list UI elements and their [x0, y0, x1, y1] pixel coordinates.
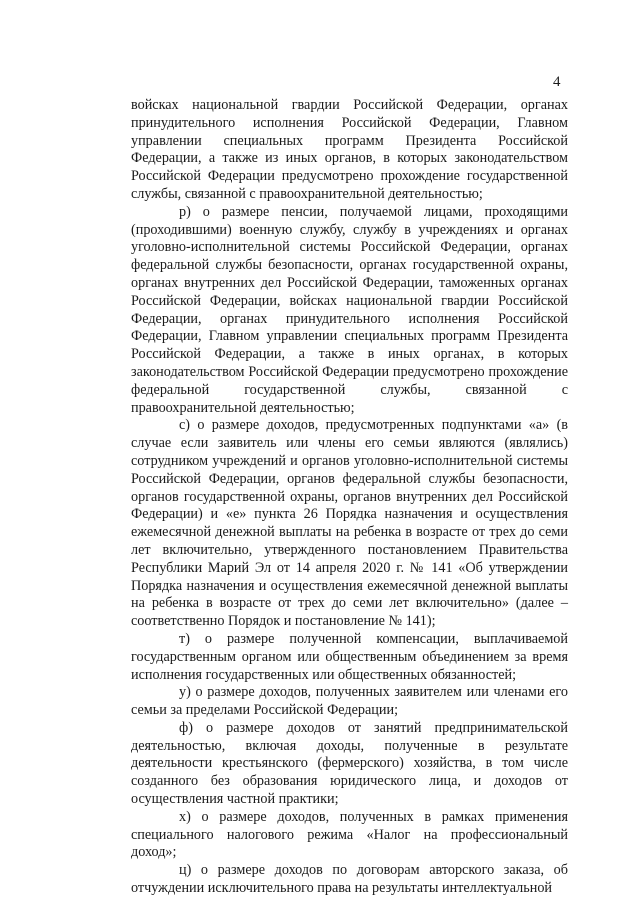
paragraph-item-s: с) о размере доходов, предусмотренных подпунктами «а» (в случае если заявитель или члены его семьи являются (являлись) сотрудником учреждений и органов уголовно-исполнительной системы Российской Федерации, органов федеральной службы безопасности, органов государственной охраны, органов внутренних дел Российской Федерации) и «е» пункта 26 Порядка назначения и осуществления ежемесячной денежной выплаты на ребенка в возрасте от трех до семи лет включительно, утвержденного постановлением Правительства Республики Марий Эл от 14 апреля 2020 г. № 141 «Об утверждении Порядка назначения и осуществления ежемесячной денежной выплаты на ребенка в возрасте от трех до семи лет включительно» (далее – соответственно Порядок и постановление № 141);: [131, 417, 568, 630]
paragraph-continuation: войсках национальной гвардии Российской Федерации, органах принудительного исполнения Российской Федерации, Главном управлении специальных программ Президента Российской Федерации, а также из иных органов, в которых законодательством Российской Федерации предусмотрено прохождение государственной службы, связанной с правоохранительной деятельностью;: [131, 97, 568, 202]
paragraph-item-f: ф) о размере доходов от занятий предпринимательской деятельностью, включая доходы, полученные в результате деятельности крестьянского (фермерского) хозяйства, в том числе созданного без образования юридического лица, и доходов от осуществления частной практики;: [131, 719, 568, 808]
page-number: 4: [553, 74, 561, 90]
paragraph-item-t: т) о размере полученной компенсации, выплачиваемой государственным органом или общественным объединением за время исполнения государственных или общественных обязанностей;: [131, 630, 568, 683]
paragraph-item-kh: х) о размере доходов, полученных в рамках применения специального налогового режима «Налог на профессиональный доход»;: [131, 808, 568, 861]
paragraph-item-r: р) о размере пенсии, получаемой лицами, проходящими (проходившими) военную службу, службу в учреждениях и органах уголовно-исполнительной системы Российской Федерации, органах федеральной службы безопасности, органах государственной охраны, органах внутренних дел Российской Федерации, таможенных органах Российской Федерации, войсках национальной гвардии Российской Федерации, органах принудительного исполнения Российской Федерации, Главном управлении специальных программ Президента Российской Федерации, а также в иных органах, в которых законодательством Российской Федерации предусмотрено прохождение федеральной государственной службы, связанной с правоохранительной деятельностью;: [131, 203, 568, 416]
paragraph-item-u: у) о размере доходов, полученных заявителем или членами его семьи за пределами Российской Федерации;: [131, 684, 568, 719]
document-body: [131, 97, 568, 898]
paragraph-item-ts: ц) о размере доходов по договорам авторского заказа, об отчуждении исключительного права на результаты интеллектуальной: [131, 862, 568, 897]
